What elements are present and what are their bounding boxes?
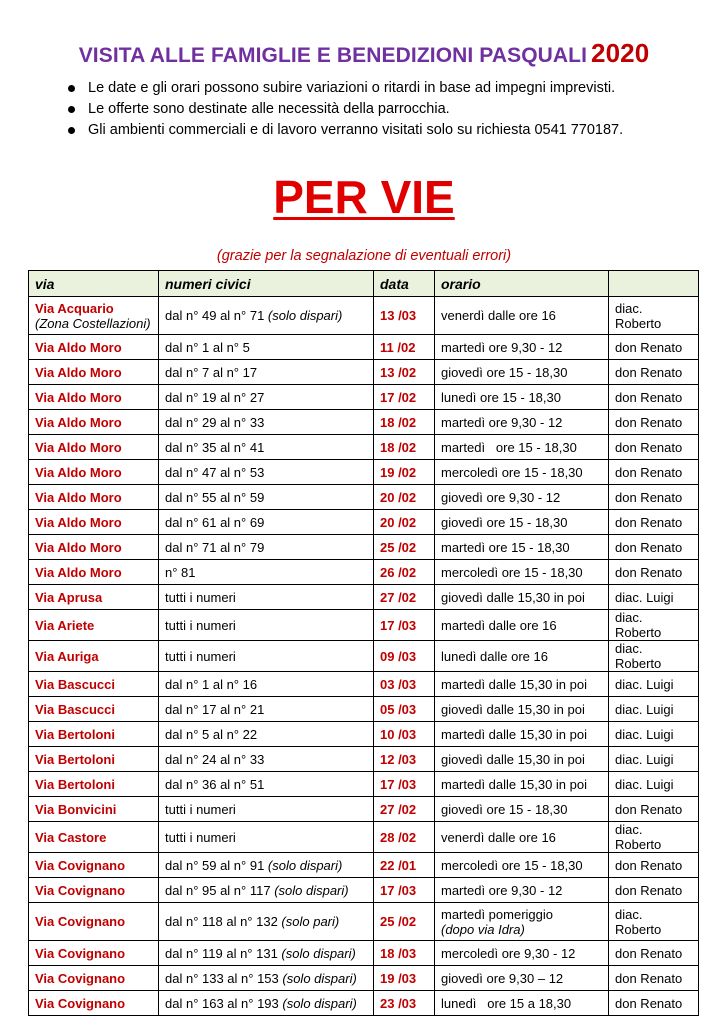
table-row xyxy=(29,385,699,410)
orario-text: giovedì ore 9,30 – 12 xyxy=(441,970,564,986)
cell-via xyxy=(29,641,159,672)
table-row xyxy=(29,510,699,535)
table-row xyxy=(29,535,699,560)
table-row xyxy=(29,610,699,641)
via-name: Via Acquario xyxy=(35,300,114,316)
cell-via xyxy=(29,460,159,485)
cell-via xyxy=(29,585,159,610)
via-name: Via Aprusa xyxy=(35,589,103,605)
cell-celebrante: don Renato xyxy=(609,560,699,585)
orario-text: mercoledì ore 15 - 18,30 xyxy=(441,857,583,873)
cell-via xyxy=(29,485,159,510)
cell-via xyxy=(29,297,159,335)
civici-range: tutti i numeri xyxy=(165,589,236,605)
orario-text: martedì ore 9,30 - 12 xyxy=(441,882,563,898)
via-name: Via Covignano xyxy=(35,914,126,929)
cell-via xyxy=(29,797,159,822)
cell-data: 09 /03 xyxy=(374,641,435,672)
cell-civici xyxy=(159,822,374,853)
civici-range: tutti i numeri xyxy=(165,617,236,633)
cell-celebrante: don Renato xyxy=(609,485,699,510)
table-row xyxy=(29,853,699,878)
cell-via xyxy=(29,335,159,360)
orario-text: martedì pomeriggio xyxy=(441,906,553,922)
via-name: Via Aldo Moro xyxy=(35,489,122,505)
cell-orario xyxy=(435,797,609,822)
note-item: Le date e gli orari possono subire variazioni o ritardi in base ad impegni imprevisti. xyxy=(66,78,623,99)
cell-data: 18 /03 xyxy=(374,941,435,966)
civici-range: dal n° 7 al n° 17 xyxy=(165,364,258,380)
table-row xyxy=(29,941,699,966)
cell-orario xyxy=(435,560,609,585)
orario-text: venerdì dalle ore 16 xyxy=(441,829,556,845)
orario-text: giovedì ore 15 - 18,30 xyxy=(441,514,568,530)
subtitle: (grazie per la segnalazione di eventuali errori) xyxy=(216,248,512,264)
via-name: Via Aldo Moro xyxy=(35,414,122,430)
civici-range: dal n° 55 al n° 59 xyxy=(165,489,265,505)
cell-civici xyxy=(159,485,374,510)
orario-text: martedì ore 9,30 - 12 xyxy=(441,339,563,355)
cell-orario xyxy=(435,360,609,385)
cell-via xyxy=(29,535,159,560)
cell-civici xyxy=(159,772,374,797)
table-row xyxy=(29,360,699,385)
cell-via xyxy=(29,722,159,747)
via-name: Via Aldo Moro xyxy=(35,364,122,380)
table-body xyxy=(29,297,699,1016)
cell-celebrante: don Renato xyxy=(609,335,699,360)
cell-celebrante: diac. Roberto xyxy=(609,822,699,853)
cell-orario xyxy=(435,991,609,1016)
via-name: Via Ariete xyxy=(35,617,95,633)
cell-via xyxy=(29,435,159,460)
cell-data: 10 /03 xyxy=(374,722,435,747)
bullet-icon xyxy=(68,85,75,92)
cell-civici xyxy=(159,585,374,610)
orario-text: mercoledì ore 15 - 18,30 xyxy=(441,564,583,580)
cell-data: 20 /02 xyxy=(374,510,435,535)
cell-via xyxy=(29,360,159,385)
orario-text: giovedì ore 15 - 18,30 xyxy=(441,801,568,817)
cell-celebrante: don Renato xyxy=(609,535,699,560)
table-row xyxy=(29,485,699,510)
cell-orario xyxy=(435,878,609,903)
via-name: Via Aldo Moro xyxy=(35,339,122,355)
via-name: Via Covignano xyxy=(35,945,126,961)
column-header-celebrante xyxy=(609,271,699,297)
table-row xyxy=(29,560,699,585)
cell-data: 26 /02 xyxy=(374,560,435,585)
orario-text: giovedì ore 15 - 18,30 xyxy=(441,364,568,380)
civici-range: n° 81 xyxy=(165,564,196,580)
via-name: Via Bertoloni xyxy=(35,776,115,792)
cell-civici xyxy=(159,797,374,822)
table-row xyxy=(29,335,699,360)
orario-text: mercoledì ore 9,30 - 12 xyxy=(441,945,576,961)
cell-celebrante: diac. Roberto xyxy=(609,297,699,335)
cell-orario xyxy=(435,853,609,878)
orario-text: martedì dalle ore 16 xyxy=(441,617,557,633)
via-name: Via Aldo Moro xyxy=(35,389,122,405)
via-name: Via Covignano xyxy=(35,970,126,986)
table-row xyxy=(29,585,699,610)
cell-data: 17 /03 xyxy=(374,772,435,797)
orario-text: martedì ore 9,30 - 12 xyxy=(441,414,563,430)
cell-celebrante: diac. Luigi xyxy=(609,585,699,610)
table-row xyxy=(29,410,699,435)
civici-note: (solo dispari) xyxy=(282,995,357,1011)
via-name: Via Aldo Moro xyxy=(35,464,122,480)
cell-data: 13 /03 xyxy=(374,297,435,335)
cell-data: 03 /03 xyxy=(374,672,435,697)
cell-civici xyxy=(159,991,374,1016)
orario-note: (dopo via Idra) xyxy=(441,921,525,937)
note-item: Le offerte sono destinate alle necessità della parrocchia. xyxy=(66,99,623,120)
cell-via xyxy=(29,878,159,903)
cell-orario xyxy=(435,966,609,991)
cell-orario xyxy=(435,822,609,853)
cell-celebrante: don Renato xyxy=(609,385,699,410)
orario-text: martedì dalle 15,30 in poi xyxy=(441,726,587,742)
table-row xyxy=(29,991,699,1016)
orario-text: martedì ore 15 - 18,30 xyxy=(441,539,570,555)
orario-text: mercoledì ore 15 - 18,30 xyxy=(441,464,583,480)
civici-note: (solo dispari) xyxy=(282,970,357,986)
via-name: Via Aldo Moro xyxy=(35,539,122,555)
cell-civici xyxy=(159,560,374,585)
orario-text: martedì dalle 15,30 in poi xyxy=(441,776,587,792)
cell-data: 27 /02 xyxy=(374,585,435,610)
table-row xyxy=(29,747,699,772)
cell-civici xyxy=(159,385,374,410)
cell-via xyxy=(29,966,159,991)
cell-orario xyxy=(435,335,609,360)
table-row xyxy=(29,797,699,822)
via-note: (Zona Costellazioni) xyxy=(35,315,151,331)
cell-orario xyxy=(435,410,609,435)
cell-celebrante: don Renato xyxy=(609,797,699,822)
cell-data: 22 /01 xyxy=(374,853,435,878)
cell-data: 05 /03 xyxy=(374,697,435,722)
cell-celebrante: don Renato xyxy=(609,878,699,903)
civici-note: (solo dispari) xyxy=(267,857,343,873)
title-year: 2020 xyxy=(591,38,650,68)
cell-via xyxy=(29,747,159,772)
cell-celebrante: don Renato xyxy=(609,435,699,460)
civici-range: dal n° 163 al n° 193 xyxy=(165,995,283,1011)
civici-range: dal n° 17 al n° 21 xyxy=(165,701,265,717)
table-row xyxy=(29,878,699,903)
via-name: Via Aldo Moro xyxy=(35,514,122,530)
cell-civici xyxy=(159,335,374,360)
via-name: Via Bertoloni xyxy=(35,726,115,742)
column-header-via: via xyxy=(29,271,159,297)
via-name: Via Aldo Moro xyxy=(35,439,122,455)
cell-via xyxy=(29,853,159,878)
cell-celebrante: don Renato xyxy=(609,991,699,1016)
cell-celebrante: diac. Roberto xyxy=(609,903,699,941)
cell-civici xyxy=(159,410,374,435)
column-header-data: data xyxy=(374,271,435,297)
cell-civici xyxy=(159,435,374,460)
cell-orario xyxy=(435,460,609,485)
civici-range: dal n° 49 al n° 71 xyxy=(165,308,268,323)
cell-data: 19 /02 xyxy=(374,460,435,485)
cell-via xyxy=(29,991,159,1016)
civici-range: dal n° 118 al n° 132 xyxy=(165,914,282,929)
cell-via xyxy=(29,672,159,697)
civici-range: dal n° 36 al n° 51 xyxy=(165,776,265,792)
civici-range: dal n° 19 al n° 27 xyxy=(165,389,265,405)
table-row xyxy=(29,772,699,797)
cell-data: 17 /03 xyxy=(374,610,435,641)
table-row xyxy=(29,697,699,722)
cell-data: 13 /02 xyxy=(374,360,435,385)
civici-range: dal n° 47 al n° 53 xyxy=(165,464,265,480)
table-row xyxy=(29,460,699,485)
cell-via xyxy=(29,385,159,410)
via-name: Via Covignano xyxy=(35,857,126,873)
cell-via xyxy=(29,610,159,641)
civici-range: dal n° 61 al n° 69 xyxy=(165,514,265,530)
cell-data: 12 /03 xyxy=(374,747,435,772)
cell-orario xyxy=(435,585,609,610)
cell-orario xyxy=(435,510,609,535)
via-name: Via Aldo Moro xyxy=(35,564,122,580)
cell-data: 25 /02 xyxy=(374,535,435,560)
cell-celebrante: don Renato xyxy=(609,853,699,878)
civici-range: dal n° 24 al n° 33 xyxy=(165,751,265,767)
civici-note: (solo dispari) xyxy=(281,945,356,961)
table-row xyxy=(29,966,699,991)
cell-data: 27 /02 xyxy=(374,797,435,822)
civici-range: dal n° 1 al n° 16 xyxy=(165,676,258,692)
orario-text: giovedì ore 9,30 - 12 xyxy=(441,489,561,505)
cell-civici xyxy=(159,510,374,535)
cell-civici xyxy=(159,535,374,560)
cell-celebrante: diac. Luigi xyxy=(609,747,699,772)
cell-civici xyxy=(159,853,374,878)
cell-orario xyxy=(435,297,609,335)
cell-orario xyxy=(435,535,609,560)
orario-text: martedì dalle 15,30 in poi xyxy=(441,676,587,692)
cell-celebrante: diac. Roberto xyxy=(609,610,699,641)
table-header-row xyxy=(29,271,699,297)
bullet-icon xyxy=(68,127,75,134)
via-name: Via Bonvicini xyxy=(35,801,117,817)
civici-range: dal n° 95 al n° 117 xyxy=(165,882,275,898)
via-name: Via Bascucci xyxy=(35,676,115,692)
table-row xyxy=(29,297,699,335)
cell-via xyxy=(29,822,159,853)
civici-note: (solo pari) xyxy=(281,914,340,929)
cell-orario xyxy=(435,641,609,672)
cell-orario xyxy=(435,697,609,722)
cell-via xyxy=(29,410,159,435)
cell-celebrante: diac. Luigi xyxy=(609,722,699,747)
cell-data: 19 /03 xyxy=(374,966,435,991)
via-name: Via Bertoloni xyxy=(35,751,115,767)
civici-range: dal n° 133 al n° 153 xyxy=(165,970,283,986)
via-name: Via Bascucci xyxy=(35,701,115,717)
civici-range: dal n° 119 al n° 131 xyxy=(165,945,282,961)
cell-orario xyxy=(435,485,609,510)
civici-range: dal n° 35 al n° 41 xyxy=(165,439,265,455)
cell-data: 28 /02 xyxy=(374,822,435,853)
orario-text: venerdì dalle ore 16 xyxy=(441,308,556,323)
table-row xyxy=(29,903,699,941)
orario-text: lunedì dalle ore 16 xyxy=(441,648,548,664)
table-row xyxy=(29,722,699,747)
cell-data: 25 /02 xyxy=(374,903,435,941)
cell-civici xyxy=(159,672,374,697)
cell-civici xyxy=(159,966,374,991)
via-name: Via Castore xyxy=(35,829,107,845)
cell-civici xyxy=(159,941,374,966)
civici-note: (solo dispari) xyxy=(267,308,343,323)
section-title: PER VIE xyxy=(273,171,455,223)
cell-celebrante: don Renato xyxy=(609,410,699,435)
column-header-civici: numeri civici xyxy=(159,271,374,297)
cell-orario xyxy=(435,747,609,772)
cell-data: 18 /02 xyxy=(374,435,435,460)
cell-civici xyxy=(159,297,374,335)
civici-range: dal n° 1 al n° 5 xyxy=(165,339,250,355)
cell-data: 11 /02 xyxy=(374,335,435,360)
civici-range: dal n° 59 al n° 91 xyxy=(165,857,268,873)
orario-text: lunedì ore 15 a 18,30 xyxy=(441,995,572,1011)
table-row xyxy=(29,822,699,853)
page-title xyxy=(0,38,728,69)
cell-orario xyxy=(435,435,609,460)
cell-celebrante: don Renato xyxy=(609,510,699,535)
via-name: Via Auriga xyxy=(35,648,99,664)
cell-data: 18 /02 xyxy=(374,410,435,435)
orario-text: giovedì dalle 15,30 in poi xyxy=(441,701,585,717)
cell-orario xyxy=(435,610,609,641)
civici-range: dal n° 29 al n° 33 xyxy=(165,414,265,430)
cell-via xyxy=(29,697,159,722)
table-row xyxy=(29,672,699,697)
civici-range: tutti i numeri xyxy=(165,801,236,817)
cell-orario xyxy=(435,941,609,966)
cell-via xyxy=(29,941,159,966)
cell-via xyxy=(29,903,159,941)
cell-civici xyxy=(159,878,374,903)
cell-celebrante: don Renato xyxy=(609,460,699,485)
civici-range: tutti i numeri xyxy=(165,829,236,845)
cell-orario xyxy=(435,903,609,941)
civici-note: (solo dispari) xyxy=(274,882,349,898)
cell-celebrante: diac. Luigi xyxy=(609,672,699,697)
column-header-orario: orario xyxy=(435,271,609,297)
cell-civici xyxy=(159,747,374,772)
cell-data: 17 /03 xyxy=(374,878,435,903)
cell-civici xyxy=(159,722,374,747)
civici-range: tutti i numeri xyxy=(165,648,236,664)
orario-text: lunedì ore 15 - 18,30 xyxy=(441,389,561,405)
table-row xyxy=(29,435,699,460)
cell-civici xyxy=(159,641,374,672)
civici-range: dal n° 5 al n° 22 xyxy=(165,726,258,742)
cell-data: 20 /02 xyxy=(374,485,435,510)
cell-civici xyxy=(159,360,374,385)
cell-via xyxy=(29,772,159,797)
cell-civici xyxy=(159,460,374,485)
cell-celebrante: don Renato xyxy=(609,360,699,385)
civici-range: dal n° 71 al n° 79 xyxy=(165,539,265,555)
via-name: Via Covignano xyxy=(35,995,126,1011)
cell-data: 17 /02 xyxy=(374,385,435,410)
cell-celebrante: diac. Roberto xyxy=(609,641,699,672)
title-text: VISITA ALLE FAMIGLIE E BENEDIZIONI PASQUALI xyxy=(78,44,588,67)
cell-celebrante: diac. Luigi xyxy=(609,697,699,722)
cell-orario xyxy=(435,772,609,797)
orario-text: giovedì dalle 15,30 in poi xyxy=(441,589,585,605)
schedule-table xyxy=(28,270,699,1016)
orario-text: giovedì dalle 15,30 in poi xyxy=(441,751,585,767)
cell-civici xyxy=(159,610,374,641)
cell-civici xyxy=(159,697,374,722)
cell-via xyxy=(29,510,159,535)
via-name: Via Covignano xyxy=(35,882,126,898)
cell-civici xyxy=(159,903,374,941)
cell-data: 23 /03 xyxy=(374,991,435,1016)
cell-via xyxy=(29,560,159,585)
bullet-icon xyxy=(68,106,75,113)
cell-celebrante: diac. Luigi xyxy=(609,772,699,797)
note-item: Gli ambienti commerciali e di lavoro verranno visitati solo su richiesta 0541 770187. xyxy=(66,120,623,141)
cell-orario xyxy=(435,672,609,697)
orario-text: martedì ore 15 - 18,30 xyxy=(441,439,577,455)
cell-celebrante: don Renato xyxy=(609,941,699,966)
notes-list xyxy=(66,78,623,141)
table-row xyxy=(29,641,699,672)
cell-orario xyxy=(435,385,609,410)
cell-celebrante: don Renato xyxy=(609,966,699,991)
cell-orario xyxy=(435,722,609,747)
